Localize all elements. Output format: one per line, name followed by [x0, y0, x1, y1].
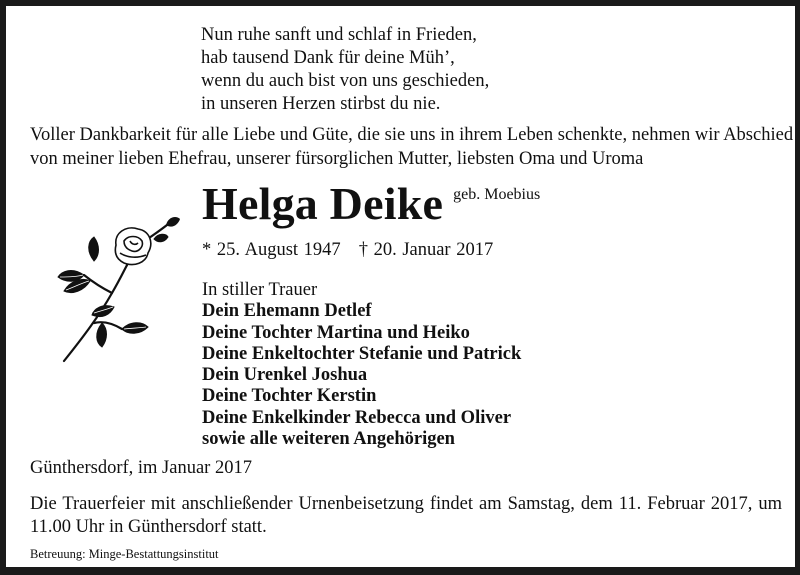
- mourner-name: Dein Urenkel Joshua: [202, 365, 368, 386]
- poem-line: wenn du auch bist von uns geschieden,: [201, 71, 490, 91]
- mourner-name: Dein Ehemann Detlef: [202, 301, 372, 322]
- mourner-name: Deine Enkelkinder Rebecca und Oliver: [202, 407, 512, 428]
- place-date: Günthersdorf, im Januar 2017: [30, 458, 252, 478]
- mourner-name: sowie alle weiteren Angehörigen: [202, 429, 455, 450]
- undertaker-credit: Betreuung: Minge-Bestattungsinstitut: [30, 547, 219, 561]
- mourner-name: Deine Enkeltochter Stefanie und Patrick: [202, 343, 522, 364]
- poem-line: Nun ruhe sanft und schlaf in Frieden,: [201, 25, 477, 45]
- poem-line: in unseren Herzen stirbst du nie.: [201, 94, 441, 114]
- deceased-name: Helga Deike: [202, 178, 444, 229]
- service-line: 11.00 Uhr in Günthersdorf statt.: [30, 517, 267, 537]
- intro-text: [30, 123, 793, 171]
- deceased-name-row: [202, 180, 540, 228]
- maiden-name: geb. Moebius: [453, 186, 541, 203]
- poem: [201, 24, 489, 116]
- mourners-list: [202, 280, 521, 450]
- death-date: † 20. Januar 2017: [358, 240, 494, 260]
- intro-line: von meiner lieben Ehefrau, unserer fürsorglichen Mutter, liebsten Oma und Uroma: [30, 149, 644, 169]
- mourner-name: Deine Tochter Kerstin: [202, 386, 377, 407]
- rose-icon: [54, 211, 184, 371]
- life-dates: [202, 238, 493, 262]
- service-info: [30, 493, 782, 539]
- poem-line: hab tausend Dank für deine Müh’,: [201, 48, 455, 68]
- mourner-name: Deine Tochter Martina und Heiko: [202, 322, 470, 343]
- intro-line: Voller Dankbarkeit für alle Liebe und Güte, die sie uns in ihrem Leben schenkte, nehmen wir Abschied: [30, 125, 794, 145]
- service-line: Die Trauerfeier mit anschließender Urnenbeisetzung findet am Samstag, dem 11. Februar 2017, um: [30, 494, 782, 514]
- mourners-heading: In stiller Trauer: [202, 280, 318, 300]
- birth-date: * 25. August 1947: [202, 240, 341, 260]
